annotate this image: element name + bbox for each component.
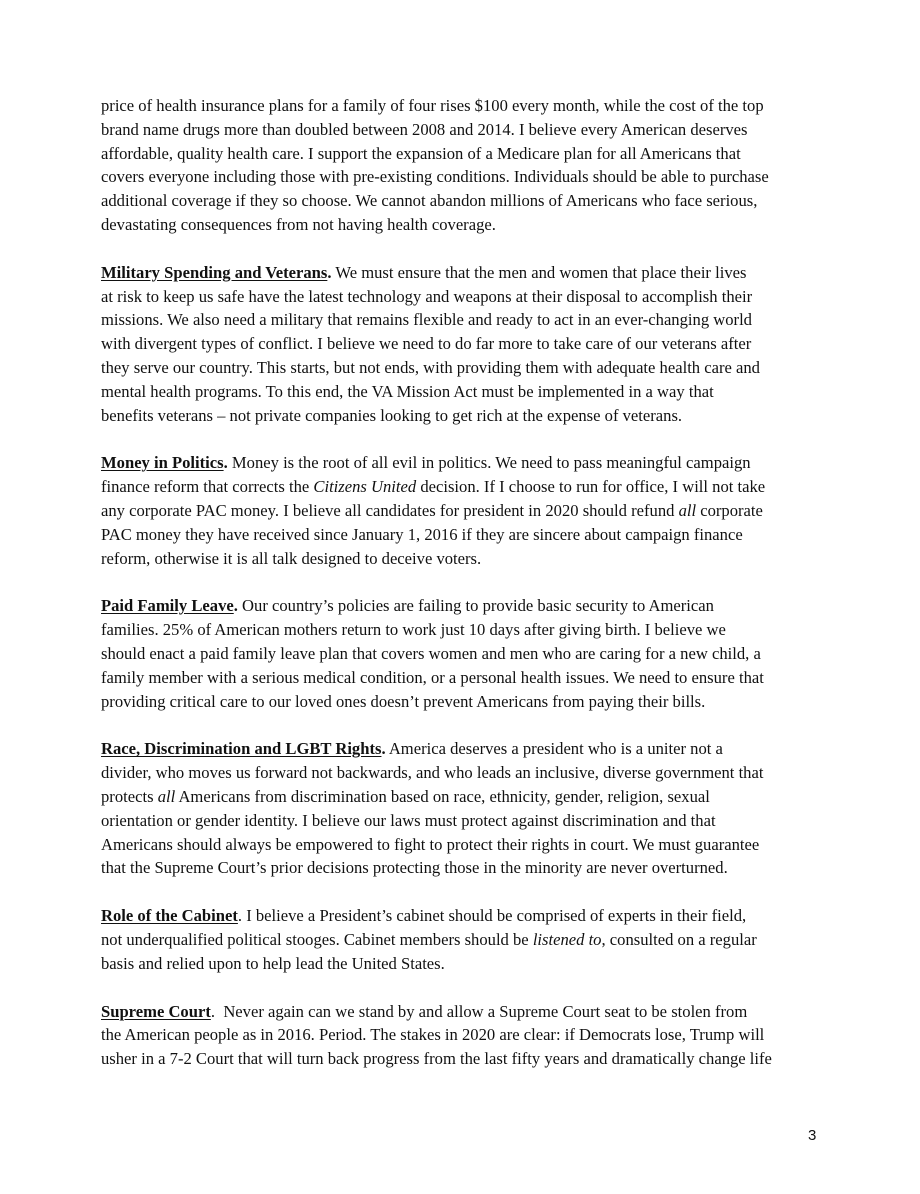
text-line: that the Supreme Court’s prior decisions protecting those in the minority are never overturned. [101,858,728,878]
italic-citizens-united: Citizens United [313,477,417,497]
text-line: at risk to keep us safe have the latest technology and weapons at their disposal to accomplish their [101,286,753,306]
heading-period: . [223,453,228,473]
text-line: divider, who moves us forward not backwards, and who leads an inclusive, diverse government that [101,763,764,783]
text-line: additional coverage if they so choose. We cannot abandon millions of Americans who face serious, [101,191,758,211]
heading-period: . [233,596,238,616]
text-line [101,1000,831,1024]
section-heading-supreme-court: Supreme Court [101,1001,211,1021]
text-line [101,499,831,523]
text-line: family member with a serious medical condition, or a personal health issues. We need to ensure that [101,667,764,687]
heading-period: . [381,739,386,759]
text-line [101,785,831,809]
paragraph-paid-family-leave [101,594,831,713]
paragraph-health-care [101,94,831,237]
text-line [101,904,831,928]
text-line [101,737,831,761]
text-line: they serve our country. This starts, but not ends, with providing them with adequate health care and [101,357,760,377]
italic-listened-to: listened to [532,929,602,949]
text-line: providing critical care to our loved ones doesn’t prevent Americans from paying their bills. [101,691,706,711]
text-run: not underqualified political stooges. Cabinet members should be [101,929,533,949]
text-run: We must ensure that the men and women that place their lives [331,262,747,282]
text-line: PAC money they have received since January 1, 2016 if they are sincere about campaign finance [101,524,743,544]
text-line: brand name drugs more than doubled between 2008 and 2014. I believe every American deserves [101,119,748,139]
text-line [101,928,831,952]
text-line [101,451,831,475]
text-run: corporate [696,500,763,520]
text-line: Americans should always be empowered to fight to protect their rights in court. We must guarantee [101,834,760,854]
text-run: Never again can we stand by and allow a Supreme Court seat to be stolen from [215,1001,748,1021]
text-line: reform, otherwise it is all talk designed to deceive voters. [101,548,482,568]
text-run: any corporate PAC money. I believe all candidates for president in 2020 should refund [101,500,679,520]
page-number: 3 [808,1127,817,1144]
text-run: I believe a President’s cabinet should be comprised of experts in their field, [242,906,747,926]
text-line: missions. We also need a military that remains flexible and ready to act in an ever-changing world [101,310,752,330]
paragraph-supreme-court [101,1000,831,1071]
text-line: orientation or gender identity. I believe our laws must protect against discrimination and that [101,810,716,830]
section-heading-money: Money in Politics [101,453,224,473]
text-line [101,261,831,285]
heading-period: . [210,1001,216,1021]
paragraph-race-lgbt-rights [101,737,831,880]
section-heading-military: Military Spending and Veterans [101,262,328,282]
text-run: decision. If I choose to run for office, I will not take [416,477,766,497]
text-run: protects [101,786,158,806]
text-line: devastating consequences from not having health coverage. [101,214,496,234]
text-line: with divergent types of conflict. I believe we need to do far more to take care of our veterans after [101,334,752,354]
text-line: should enact a paid family leave plan that covers women and men who are caring for a new child, a [101,643,761,663]
text-line [101,475,831,499]
text-line: usher in a 7-2 Court that will turn back progress from the last fifty years and dramatically change life [101,1049,772,1069]
heading-period: . [327,262,332,282]
text-line [101,594,831,618]
text-run: Our country’s policies are failing to provide basic security to American [237,596,714,616]
section-heading-race: Race, Discrimination and LGBT Rights [101,739,382,759]
paragraph-military-veterans [101,261,831,428]
text-line: affordable, quality health care. I support the expansion of a Medicare plan for all Americans that [101,143,741,163]
text-line: families. 25% of American mothers return to work just 10 days after giving birth. I believe we [101,620,726,640]
italic-all: all [678,500,697,520]
text-line: price of health insurance plans for a family of four rises $100 every month, while the cost of the top [101,96,764,115]
text-line: the American people as in 2016. Period. The stakes in 2020 are clear: if Democrats lose, Trump will [101,1025,765,1045]
document-page [101,94,831,1095]
paragraph-money-in-politics [101,451,831,570]
text-line: basis and relied upon to help lead the United States. [101,953,445,973]
text-line: covers everyone including those with pre-existing conditions. Individuals should be able to purchase [101,167,769,187]
section-heading-family-leave: Paid Family Leave [101,596,234,616]
italic-all: all [157,786,176,806]
text-run: finance reform that corrects the [101,477,314,497]
paragraph-role-of-cabinet [101,904,831,975]
text-line: mental health programs. To this end, the VA Mission Act must be implemented in a way that [101,381,714,401]
text-run: America deserves a president who is a uniter not a [385,739,723,759]
text-run: Americans from discrimination based on race, ethnicity, gender, religion, sexual [175,786,710,806]
section-heading-cabinet: Role of the Cabinet [101,906,238,926]
text-line: benefits veterans – not private companies looking to get rich at the expense of veterans. [101,405,683,425]
text-run: , consulted on a regular [601,929,757,949]
text-run: Money is the root of all evil in politics. We need to pass meaningful campaign [227,453,751,473]
heading-period: . [237,906,243,926]
